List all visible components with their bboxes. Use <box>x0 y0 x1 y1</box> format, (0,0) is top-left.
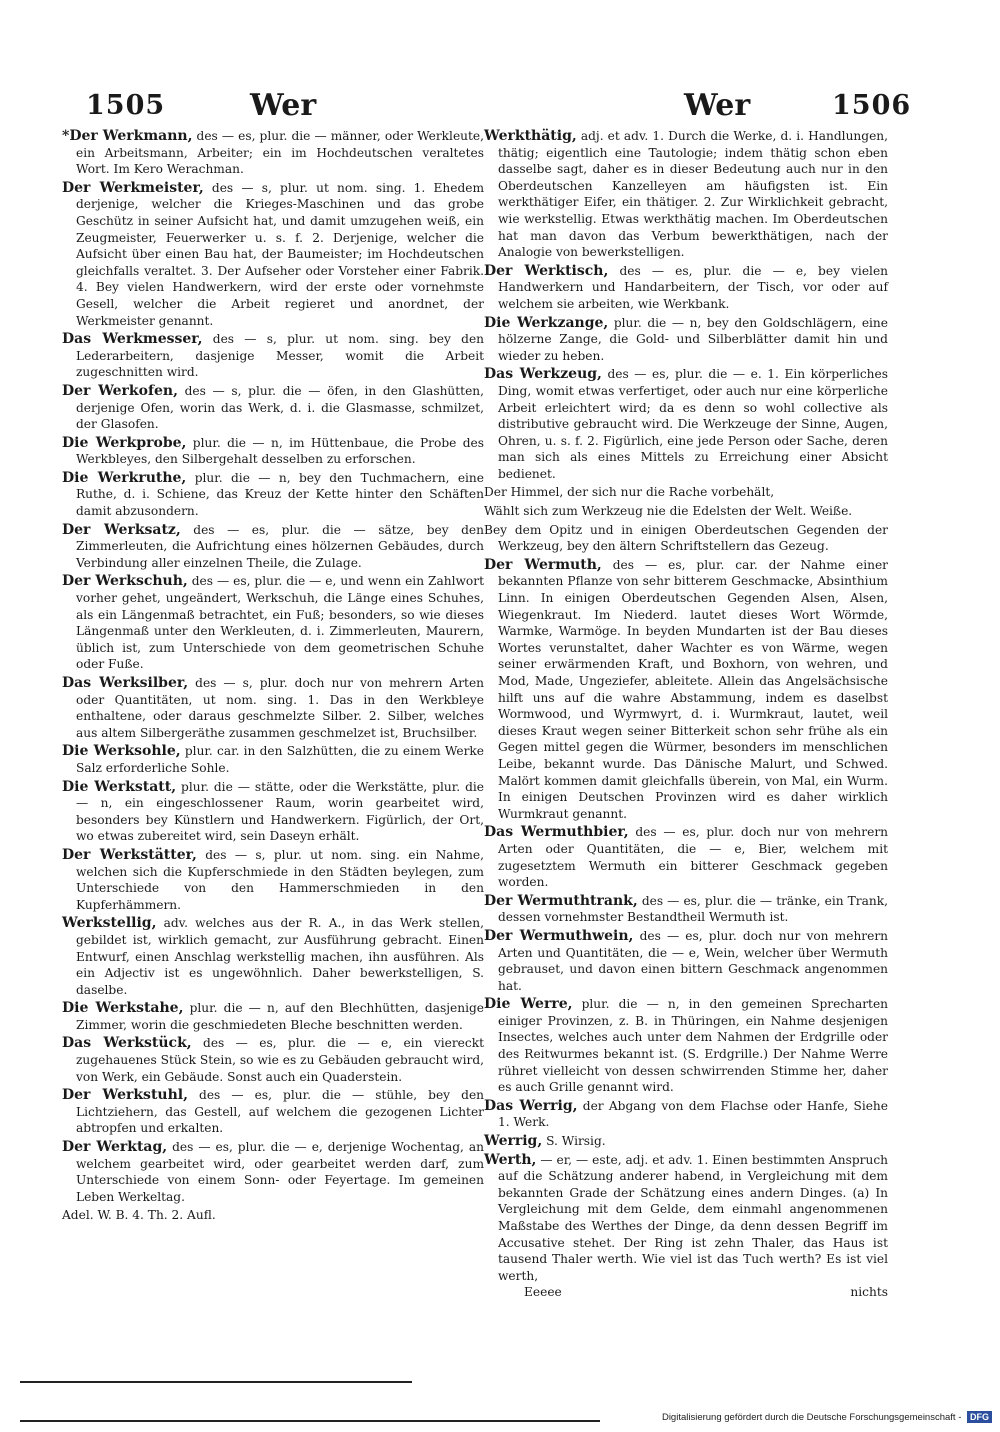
page-header <box>0 86 1000 126</box>
dictionary-entry <box>484 484 888 501</box>
dictionary-entry <box>484 315 888 365</box>
entry-text: des — es, plur. car. der Nahme einer bekannten Pflanze von sehr bitterem Geschmacke, Absinthium Linn. In einigen Oberdeutschen Gegenden Alsen, Alsen, Wiegenkraut. Im Niederd. lautet dieses Wort Wörmde, Warmke, Warmöge. In beyden Mundarten ist der Bau dieses Wortes verunstaltet, daher Wachter es von Wärme, wegen seiner erwärmenden Kraft, und Boxhorn, von wehren, und Mod, Made, Ungeziefer, ableitete. Allein das Angelsächsische hilft uns auf die wahre Abstammung, indem es daselbst Wormwood, und Wyrmwyrt, d. i. Wurmkraut, lautet, weil dieses Kraut wegen seiner Bitterkeit schon sehr frühe als ein Gegen mittel gegen die Würmer, besonders im menschlichen Leibe, bekannt wurde. Das Dänische Malurt, und Schwed. Malört kommen damit gleichfalls überein, von Mal, ein Wurm. In einigen Deutschen Provinzen wird es daher wirklich Wurmkraut genannt. <box>498 557 888 821</box>
entry-text: Der Himmel, der sich nur die Rache vorbehält, <box>484 485 775 500</box>
dictionary-entry <box>62 180 484 329</box>
entry-text: des — es, plur. die — stühle, bey den Lichtziehern, das Gestell, auf welchem die gezogenen Lichter abtropfen und erkalten. <box>76 1088 485 1136</box>
dfg-credit <box>662 1411 992 1423</box>
dictionary-entry <box>62 847 484 913</box>
dictionary-entry <box>62 1035 484 1085</box>
page-number-left: 1505 <box>86 90 166 121</box>
entry-headword: Der Werkmeister, <box>62 179 204 196</box>
scan-rule <box>20 1381 412 1383</box>
entry-headword: Das Wermuthbier, <box>484 824 629 841</box>
signature-line <box>484 1284 888 1301</box>
entry-text: des — s, plur. die — öfen, in den Glashütten, derjenige Ofen, worin das Werk, d. i. die Glasmasse, schmilzet, der Glasofen. <box>76 383 485 432</box>
entry-text: plur. die — n, auf den Blechhütten, dasjenige Zimmer, worin die geschmiedeten Bleche beschnitten werden. <box>76 1001 485 1032</box>
entry-text: Bey dem Opitz und in einigen Oberdeutschen Gegenden der Werkzeug, bey den ältern Schriftstellern das Gezeug. <box>484 522 888 554</box>
entry-headword: Das Werkstück, <box>62 1035 192 1052</box>
dictionary-entry <box>62 470 484 520</box>
dictionary-entry <box>62 128 484 178</box>
right-column <box>484 128 888 1301</box>
dictionary-entry <box>484 1133 888 1150</box>
entry-text: S. Wirsig. <box>546 1134 606 1149</box>
entry-text: — er, — este, adj. et adv. 1. Einen bestimmten Anspruch auf die Schätzung anderer habend, in Vergleichung mit dem bekannten Grade der Schätzung eines andern Dinges. (a) In Vergleichung mit dem Gelde, dem einmahl angenommenen Maßstabe des Werthes der Dinge, da denn dessen Begriff im Accusative stehet. Der Ring ist zehn Thaler, das Haus ist tausend Thaler werth. Wie viel ist das Tuch werth? Es ist viel werth, <box>498 1152 888 1283</box>
entry-headword: Die Werkzange, <box>484 314 609 331</box>
entry-headword: Die Werre, <box>484 996 573 1013</box>
entry-headword: Der Werksatz, <box>62 521 181 538</box>
entry-text: der Abgang von dem Flachse oder Hanfe, Siehe 1. Werk. <box>498 1098 888 1130</box>
dfg-logo: DFG <box>967 1411 992 1423</box>
entry-text: des — es, plur. die — männer, oder Werkleute, ein Arbeitsmann, Arbeiter; ein im Hochdeutschen veraltetes Wort. Im Kero Werachman. <box>76 129 484 177</box>
entry-headword: Die Werksohle, <box>62 743 181 760</box>
entry-headword: Der Wermuthwein, <box>484 927 634 944</box>
entry-headword: Das Werkzeug, <box>484 366 602 383</box>
left-column <box>62 128 484 1226</box>
dictionary-entry <box>62 1000 484 1033</box>
dictionary-entry <box>62 915 484 998</box>
running-head-left: Wer <box>250 88 317 123</box>
dictionary-entry <box>484 366 888 482</box>
entry-text: des — s, plur. ut nom. sing. 1. Ehedem derjenige, welcher die Krieges-Maschinen und das grobe Geschütz in seiner Aufsicht hat, und damit umzugehen weiß, ein Zeugmeister, Feuerwerker u. s. f. 2. Derjenige, welcher die Aufsicht über einen Bau hat, der Baumeister; im Hochdeutschen gleichfalls veraltet. 3. Der Aufseher oder Vorsteher einer Fabrik. 4. Bey vielen Handwerkern, wird der erste oder vornehmste Gesell, welcher die Arbeit regieret und anordnet, der Werkmeister genannt. <box>76 180 485 328</box>
dictionary-entry <box>484 1098 888 1131</box>
page-number-right: 1506 <box>832 90 912 121</box>
dictionary-entry <box>62 1139 484 1205</box>
running-head-right: Wer <box>684 88 751 123</box>
entry-text: des — s, plur. doch nur von mehrern Arten oder Quantitäten, ut nom. sing. 1. Das in den Werkbleye enthaltene, oder daraus geschmelzte Silber. 2. Silber, welches aus altem Silbergeräthe zusammen geschmelzet ist, Bruchsilber. <box>76 676 485 740</box>
entry-headword: Der Werkstuhl, <box>62 1087 188 1104</box>
entry-text: des — es, plur. die — sätze, bey den Zimmerleuten, die Aufrichtung eines hölzernen Gebäudes, durch Verbindung aller einzelnen Theile, die Zulage. <box>76 522 484 570</box>
entry-text: Adel. W. B. 4. Th. 2. Aufl. <box>62 1208 216 1223</box>
entry-headword: Die Werkprobe, <box>62 434 187 451</box>
dictionary-entry <box>62 435 484 468</box>
entry-text: des — s, plur. ut nom. sing. bey den Lederarbeitern, dasjenige Messer, womit die Arbeit zugeschnitten wird. <box>76 332 485 380</box>
entry-text: adv. welches aus der R. A., in das Werk stellen, gebildet ist, wirklich gemacht, zur Ausführung gebracht. Einen Entwurf, einen Anschlag werkstellig machen, ihn ausführen. Als ein Adjectiv ist es ungewöhnlich. Daher bewerkstelligen, S. daselbe. <box>76 916 484 997</box>
entry-headword: Der Werktag, <box>62 1139 168 1156</box>
entry-text: plur. die — n, bey den Tuchmachern, eine Ruthe, d. i. Schiene, das Kreuz der Kette hinter den Schäften damit abzusondern. <box>76 470 484 519</box>
dictionary-entry <box>484 996 888 1096</box>
entry-headword: Der Wermuthtrank, <box>484 892 638 909</box>
dictionary-entry <box>484 1152 888 1285</box>
entry-headword: Der Wermuth, <box>484 556 602 573</box>
entry-headword: Der Werktisch, <box>484 262 609 279</box>
entry-text: des — es, plur. die — e. 1. Ein körperliches Ding, womit etwas verfertiget, oder auch nur eine körperliche Arbeit erleichtert wird; da es denn so wohl collective als distributive gebraucht wird. Die Werkzeuge der Sinne, Augen, Ohren, u. s. f. 2. Figürlich, eine jede Person oder Sache, deren man sich als eines Mittels zu Erreichung einer Absicht bedienet. <box>498 367 889 481</box>
scan-rule <box>20 1420 600 1422</box>
entry-text: des — es, plur. die — e, bey vielen Handwerkern und Handarbeitern, der Tisch, vor oder auf welchem sie arbeiten, wie Werkbank. <box>498 263 889 311</box>
entry-text: plur. die — n, bey den Goldschlägern, eine hölzerne Zange, die Gold- und Silberblätter damit hin und wieder zu heben. <box>498 315 888 363</box>
entry-text: plur. die — n, in den gemeinen Sprecharten einiger Provinzen, z. B. in Thüringen, ein Nahme desjenigen Insectes, welches auch unter dem Nahmen der Erdgrille oder des Reitwurmes bekannt ist. (S. Erdgrille.) Der Nahme Werre rühret vielleicht von dessen schwirrenden Stimme her, daher es auch Grille genannt wird. <box>498 997 889 1095</box>
entry-headword: Das Werkmesser, <box>62 331 203 348</box>
dictionary-entry <box>484 928 888 994</box>
entry-text: plur. car. in den Salzhütten, die zu einem Werke Salz erforderliche Sohle. <box>76 744 485 775</box>
entry-text: des — es, plur. die — e, derjenige Wochentag, an welchem gearbeitet wird, oder gearbeitet werden darf, zum Unterschiede von einem Sonn- oder Feyertage. Im gemeinen Leben Werkeltag. <box>76 1140 484 1204</box>
entry-headword: Der Werkofen, <box>62 382 178 399</box>
dictionary-entry <box>62 331 484 381</box>
dfg-credit-text: Digitalisierung gefördert durch die Deutsche Forschungsgemeinschaft - <box>661 1412 962 1423</box>
dictionary-entry <box>484 893 888 926</box>
entry-text: plur. die — stätte, oder die Werkstätte, plur. die — n, ein eingeschlossener Raum, worin gearbeitet wird, besonders bey Künstlern und Handwerkern. Figürlich, der Ort, wo etwas zubereitet wird, sein Daseyn erhält. <box>76 779 484 844</box>
dictionary-entry <box>484 263 888 313</box>
dictionary-entry <box>62 383 484 433</box>
entry-headword: *Der Werkmann, <box>62 128 193 144</box>
dictionary-entry <box>62 522 484 572</box>
entry-headword: Werth, <box>484 1151 537 1168</box>
entry-headword: Werrig, <box>484 1133 543 1150</box>
dictionary-entry <box>62 779 484 845</box>
dictionary-entry <box>484 557 888 823</box>
catchword: nichts <box>850 1285 888 1300</box>
dictionary-entry <box>62 743 484 776</box>
entry-headword: Werkstellig, <box>62 915 157 932</box>
entry-text: Wählt sich zum Werkzeug nie die Edelsten der Welt. Weiße. <box>484 504 853 519</box>
entry-text: des — es, plur. doch nur von mehrern Arten und Quantitäten, die — e, Wein, welcher über Wermuth gebrauset, und davon einen bittern Geschmack angenommen hat. <box>498 928 889 993</box>
entry-text: adj. et adv. 1. Durch die Werke, d. i. Handlungen, thätig; eigentlich eine Tautologie; indem thätig schon eben dasselbe sagt, daher es in dieser Bedeutung auch nur in den Oberdeutschen Kanzelleyen am häufigsten ist. Ein werkthätiger Eifer, ein thätiger. 2. Zur Wirklichkeit gebracht, wie werkstellig. Etwas werkthätig machen. Im Oberdeutschen hat man davon das Verbum bewerkthätigen, nach der Analogie von bewerkstelligen. <box>498 129 889 260</box>
entry-headword: Die Werkstatt, <box>62 778 177 795</box>
entry-headword: Die Werkstahe, <box>62 1000 184 1017</box>
entry-text: des — es, plur. die — e, und wenn ein Zahlwort vorher gehet, ungeändert, Werkschuh, die Länge eines Schuhes, als ein Längenmaß betrachtet, ein Fuß; besonders, so wie dieses Längenmaß unter den Werkleuten, d. i. Zimmerleuten, Maurern, üblich ist, zum Unterschiede von dem geometrischen Schuhe oder Fuße. <box>76 574 484 672</box>
entry-text: des — es, plur. die — e, ein viereckt zugehauenes Stück Stein, so wie es zu Gebäuden gebraucht wird, von Werk, ein Gebäude. Sonst auch ein Quaderstein. <box>76 1036 484 1084</box>
entry-text: des — s, plur. ut nom. sing. ein Nahme, welchen sich die Kupferschmiede in den Städten beylegen, zum Unterschiede von den Hammerschmieden in den Kupferhämmern. <box>76 847 484 912</box>
entry-text: des — es, plur. doch nur von mehrern Arten oder Quantitäten, die — e, Bier, welchem mit zugesetztem Wermuth ein bitterer Geschmack gegeben worden. <box>498 825 888 890</box>
entry-headword: Der Werkstätter, <box>62 846 197 863</box>
entry-headword: Das Werrig, <box>484 1097 578 1114</box>
entry-headword: Der Werkschuh, <box>62 573 188 590</box>
dictionary-entry <box>484 522 888 555</box>
dictionary-entry <box>62 1087 484 1137</box>
entry-headword: Die Werkruthe, <box>62 469 187 486</box>
dictionary-entry <box>62 675 484 741</box>
dictionary-entry <box>484 824 888 890</box>
entry-headword: Das Werksilber, <box>62 675 189 691</box>
signature-mark: Eeeee <box>524 1285 562 1300</box>
dictionary-entry <box>62 1207 484 1224</box>
entry-text: plur. die — n, im Hüttenbaue, die Probe des Werkbleyes, den Silbergehalt desselben zu erforschen. <box>76 435 484 467</box>
entry-headword: Werkthätig, <box>484 128 577 144</box>
dictionary-entry <box>484 128 888 261</box>
entry-text: des — es, plur. die — tränke, ein Trank, dessen vornehmster Bestandtheil Wermuth ist. <box>498 893 889 925</box>
dictionary-entry <box>484 503 888 520</box>
dictionary-entry <box>62 573 484 673</box>
